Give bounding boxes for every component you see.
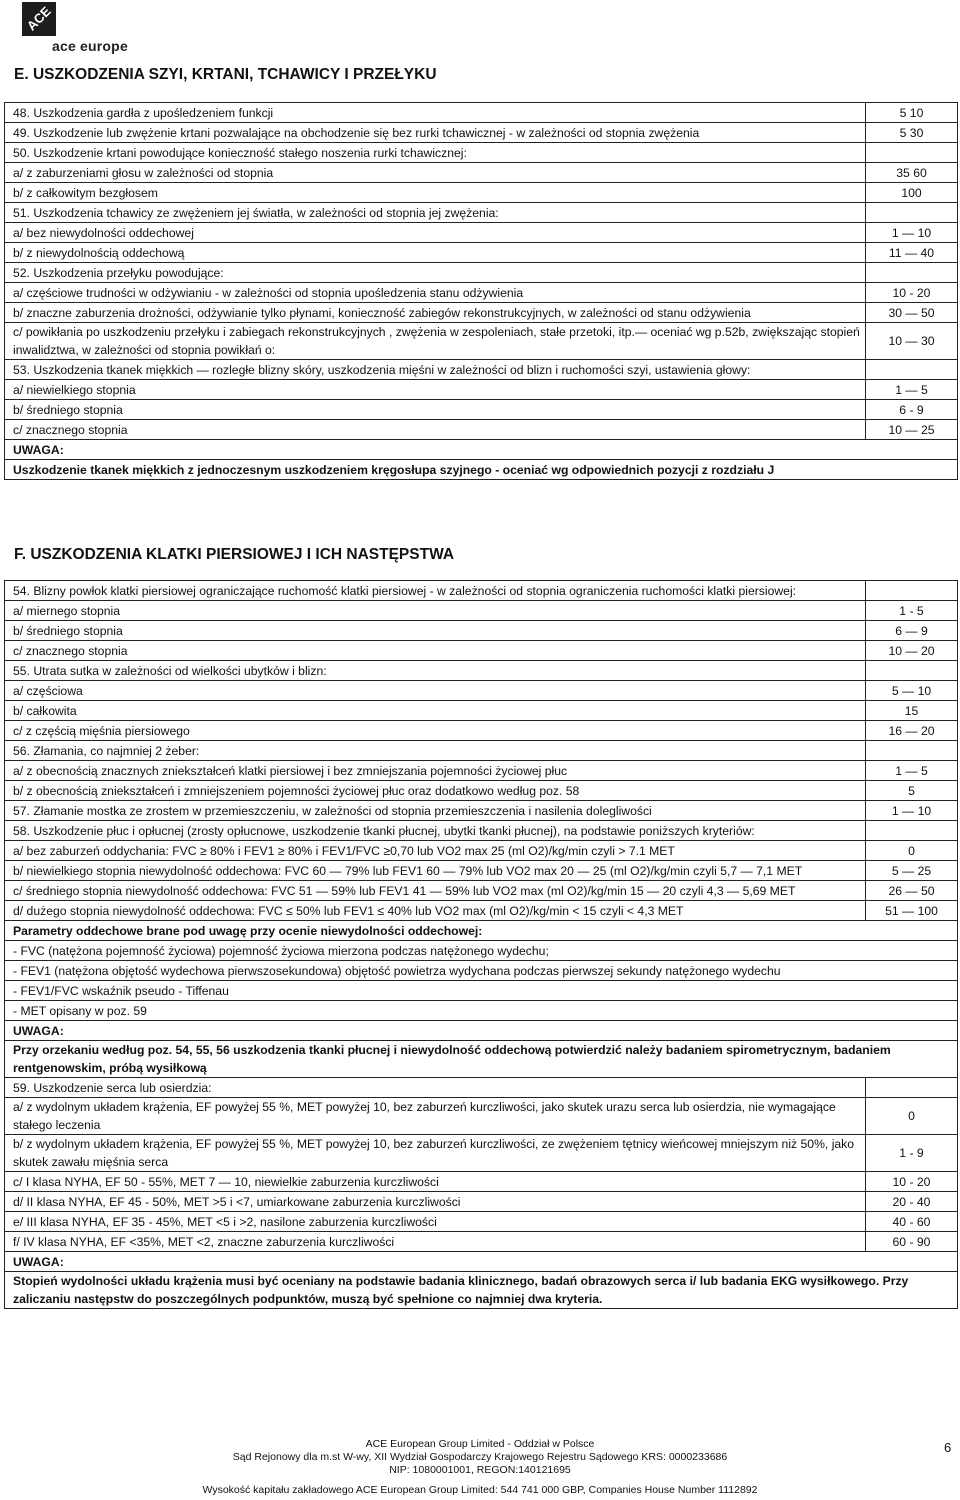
table-row <box>5 1078 958 1098</box>
params-title: Parametry oddechowe brane pod uwagę przy ocenie niewydolności oddechowej: <box>5 921 958 941</box>
row-value: 1 — 10 <box>866 801 958 821</box>
table-row <box>5 400 958 420</box>
table-row <box>5 741 958 761</box>
warning-label: UWAGA: <box>5 1252 958 1272</box>
row-value: 5 30 <box>866 123 958 143</box>
row-text: a/ częściowe trudności w odżywianiu - w zależności od stopnia upośledzenia stanu odżywienia <box>5 283 866 303</box>
table-row <box>5 721 958 741</box>
row-text: d/ II klasa NYHA, EF 45 - 50%, MET >5 i <7, umiarkowane zaburzenia kurczliwości <box>5 1192 866 1212</box>
table-row <box>5 701 958 721</box>
table-row <box>5 1021 958 1041</box>
row-value: 1 - 9 <box>866 1135 958 1172</box>
table-row <box>5 781 958 801</box>
table-row <box>5 1001 958 1021</box>
row-value: 1 — 10 <box>866 223 958 243</box>
warning-text: Uszkodzenie tkanek miękkich z jednoczesnym uszkodzeniem kręgosłupa szyjnego - oceniać wg odpowiednich pozycji z rozdziału J <box>5 460 958 480</box>
row-value: 0 <box>866 841 958 861</box>
table-row <box>5 380 958 400</box>
row-text: b/ z wydolnym układem krążenia, EF powyżej 55 %, MET powyżej 10, bez zaburzeń kurczliwości, ze zwężeniem tętnicy wieńcowej mniejszym niż 50%, jako skutek zawału mięśnia serca <box>5 1135 866 1172</box>
table-row <box>5 961 958 981</box>
row-text: b/ całkowita <box>5 701 866 721</box>
row-text: b/ z niewydolnością oddechową <box>5 243 866 263</box>
row-value: 10 — 20 <box>866 641 958 661</box>
param-item: - FEV1/FVC wskaźnik pseudo - Tiffenau <box>5 981 958 1001</box>
row-text: 48. Uszkodzenia gardła z upośledzeniem funkcji <box>5 103 866 123</box>
table-row <box>5 103 958 123</box>
table-row <box>5 981 958 1001</box>
table-row <box>5 661 958 681</box>
table-row <box>5 821 958 841</box>
warning-text: Przy orzekaniu według poz. 54, 55, 56 uszkodzenia tkanki płucnej i niewydolność oddechową potwierdzić należy badaniem spirometrycznym, badaniem rentgenowskim, próbą wysiłkową <box>5 1041 958 1078</box>
table-row <box>5 941 958 961</box>
table-row <box>5 601 958 621</box>
row-text: a/ miernego stopnia <box>5 601 866 621</box>
table-row <box>5 681 958 701</box>
table-row <box>5 861 958 881</box>
row-value: 10 - 20 <box>866 1172 958 1192</box>
table-row <box>5 841 958 861</box>
table-row <box>5 581 958 601</box>
row-value <box>866 661 958 681</box>
row-value: 5 10 <box>866 103 958 123</box>
table-row <box>5 1098 958 1135</box>
row-value <box>866 741 958 761</box>
row-value: 5 — 25 <box>866 861 958 881</box>
row-value: 6 - 9 <box>866 400 958 420</box>
table-row <box>5 263 958 283</box>
table-row <box>5 420 958 440</box>
table-row <box>5 1135 958 1172</box>
logo-mark: ACE <box>22 2 56 36</box>
table-row <box>5 881 958 901</box>
row-text: f/ IV klasa NYHA, EF <35%, MET <2, znaczne zaburzenia kurczliwości <box>5 1232 866 1252</box>
table-row <box>5 123 958 143</box>
footer-court-registry: Sąd Rejonowy dla m.st W-wy, XII Wydział Gospodarczy Krajowego Rejestru Sądowego KRS: 0000233686 <box>232 1451 728 1463</box>
row-text: 55. Utrata sutka w zależności od wielkości ubytków i blizn: <box>5 661 866 681</box>
table-row <box>5 183 958 203</box>
row-text: 51. Uszkodzenia tchawicy ze zwężeniem jej światła, w zależności od stopnia jej zwężenia: <box>5 203 866 223</box>
row-value: 40 - 60 <box>866 1212 958 1232</box>
row-text: a/ bez zaburzeń oddychania: FVC ≥ 80% i FEV1 ≥ 80% i FEV1/FVC ≥0,70 lub VO2 max 25 (ml O2)/kg/min czyli > 7.1 MET <box>5 841 866 861</box>
row-text: c/ I klasa NYHA, EF 50 - 55%, MET 7 — 10, niewielkie zaburzenia kurczliwości <box>5 1172 866 1192</box>
row-text: d/ dużego stopnia niewydolność oddechowa: FVC ≤ 50% lub FEV1 ≤ 40% lub VO2 max (ml O2)/kg/min < 15 czyli < 4,3 MET <box>5 901 866 921</box>
row-text: a/ niewielkiego stopnia <box>5 380 866 400</box>
row-value: 6 — 9 <box>866 621 958 641</box>
row-value: 30 — 50 <box>866 303 958 323</box>
table-row <box>5 801 958 821</box>
table-row <box>5 641 958 661</box>
table-row <box>5 163 958 183</box>
row-value: 16 — 20 <box>866 721 958 741</box>
row-value: 20 - 40 <box>866 1192 958 1212</box>
table-row <box>5 901 958 921</box>
row-value <box>866 143 958 163</box>
row-value: 10 — 30 <box>866 323 958 360</box>
row-value <box>866 1078 958 1098</box>
row-text: b/ średniego stopnia <box>5 400 866 420</box>
table-row <box>5 1232 958 1252</box>
row-value <box>866 581 958 601</box>
row-text: 49. Uszkodzenie lub zwężenie krtani pozwalające na obchodzenie się bez rurki tchawicznej - w zależności od stopnia zwężenia <box>5 123 866 143</box>
table-row <box>5 303 958 323</box>
table-row <box>5 203 958 223</box>
row-text: c/ powikłania po uszkodzeniu przełyku i zabiegach rekonstrukcyjnych , zwężenia w zespoleniach, stałe przetoki, itp.— oceniać wg p.52b, zwiększając stopień inwalidztwa, w zależności od stopnia powikłań o: <box>5 323 866 360</box>
param-item: - FEV1 (natężona objętość wydechowa pierwszosekundowa) objętość powietrza wydychana podczas pierwszej sekundy natężonego wydechu <box>5 961 958 981</box>
section-e-title: E. USZKODZENIA SZYI, KRTANI, TCHAWICY I PRZEŁYKU <box>14 66 437 83</box>
row-text: a/ z wydolnym układem krążenia, EF powyżej 55 %, MET powyżej 10, bez zaburzeń kurczliwości, jako skutek urazu serca lub osierdzia, nie wymagające stałego leczenia <box>5 1098 866 1135</box>
warning-label: UWAGA: <box>5 1021 958 1041</box>
table-row <box>5 921 958 941</box>
row-value: 51 — 100 <box>866 901 958 921</box>
row-text: 52. Uszkodzenia przełyku powodujące: <box>5 263 866 283</box>
table-row <box>5 761 958 781</box>
row-text: b/ znaczne zaburzenia drożności, odżywianie tylko płynami, konieczność zabiegów rekonstrukcyjnych, w zależności od stanu odżywienia <box>5 303 866 323</box>
table-row <box>5 283 958 303</box>
row-text: a/ z obecnością znacznych zniekształceń klatki piersiowej i bez zmniejszania pojemności życiowej płuc <box>5 761 866 781</box>
row-value: 35 60 <box>866 163 958 183</box>
table-row <box>5 323 958 360</box>
section-f-title: F. USZKODZENIA KLATKI PIERSIOWEJ I ICH NASTĘPSTWA <box>14 546 455 563</box>
row-text: c/ z częścią mięśnia piersiowego <box>5 721 866 741</box>
table-row <box>5 1212 958 1232</box>
row-text: c/ średniego stopnia niewydolność oddechowa: FVC 51 — 59% lub FEV1 41 — 59% lub VO2 max (ml O2)/kg/min 15 — 20 czyli 4,3 — 5,69 MET <box>5 881 866 901</box>
row-value: 0 <box>866 1098 958 1135</box>
row-value: 1 — 5 <box>866 761 958 781</box>
table-row <box>5 1192 958 1212</box>
table-row <box>5 223 958 243</box>
row-value: 100 <box>866 183 958 203</box>
section-f-table <box>4 580 958 1309</box>
table-row <box>5 621 958 641</box>
row-text: 53. Uszkodzenia tkanek miękkich — rozległe blizny skóry, uszkodzenia mięśni w zależności od blizn i ruchomości szyi, ustawienia głowy: <box>5 360 866 380</box>
row-text: c/ znacznego stopnia <box>5 420 866 440</box>
row-value <box>866 263 958 283</box>
row-value: 5 <box>866 781 958 801</box>
row-value <box>866 360 958 380</box>
row-value <box>866 203 958 223</box>
row-text: a/ bez niewydolności oddechowej <box>5 223 866 243</box>
row-text: b/ średniego stopnia <box>5 621 866 641</box>
param-item: - MET opisany w poz. 59 <box>5 1001 958 1021</box>
table-row <box>5 1252 958 1272</box>
table-row <box>5 460 958 480</box>
table-row <box>5 440 958 460</box>
row-value: 11 — 40 <box>866 243 958 263</box>
warning-label: UWAGA: <box>5 440 958 460</box>
row-value: 15 <box>866 701 958 721</box>
table-row <box>5 243 958 263</box>
table-row <box>5 143 958 163</box>
warning-text: Stopień wydolności układu krążenia musi być oceniany na podstawie badania klinicznego, badań obrazowych serca i/ lub badania EKG wysiłkowego. Przy zaliczaniu następstw do poszczególnych podpunktów, muszą być spełnione co najmniej dwa kryteria. <box>5 1272 958 1309</box>
row-value: 26 — 50 <box>866 881 958 901</box>
row-text: b/ z całkowitym bezgłosem <box>5 183 866 203</box>
company-logo <box>22 2 142 54</box>
row-text: b/ z obecnością zniekształceń i zmniejszeniem pojemności życiowej płuc oraz dodatkowo według poz. 58 <box>5 781 866 801</box>
row-value: 1 — 5 <box>866 380 958 400</box>
row-value: 1 - 5 <box>866 601 958 621</box>
row-text: 58. Uszkodzenie płuc i opłucnej (zrosty opłucnowe, uszkodzenie tkanki płucnej, ubytki tkanki płucnej), na podstawie poniższych kryteriów: <box>5 821 866 841</box>
table-row <box>5 1172 958 1192</box>
table-row <box>5 1041 958 1078</box>
row-value: 60 - 90 <box>866 1232 958 1252</box>
row-value <box>866 821 958 841</box>
param-item: - FVC (natężona pojemność życiowa) pojemność życiowa mierzona podczas natężonego wydechu; <box>5 941 958 961</box>
logo-text: ace europe <box>52 38 128 54</box>
page-number: 6 <box>944 1440 952 1455</box>
row-value: 10 - 20 <box>866 283 958 303</box>
footer-capital: Wysokość kapitału zakładowego ACE European Group Limited: 544 741 000 GBP, Companies House Number 1112892 <box>202 1484 758 1496</box>
row-text: a/ częściowa <box>5 681 866 701</box>
footer-tax-ids: NIP: 1080001001, REGON:140121695 <box>389 1464 571 1476</box>
row-text: 57. Złamanie mostka ze zrostem w przemieszczeniu, w zależności od stopnia przemieszczenia i nasilenia dolegliwości <box>5 801 866 821</box>
footer-company-name: ACE European Group Limited - Oddział w Polsce <box>365 1438 595 1450</box>
row-text: 50. Uszkodzenie krtani powodujące konieczność stałego noszenia rurki tchawicznej: <box>5 143 866 163</box>
table-row <box>5 360 958 380</box>
row-value: 10 — 25 <box>866 420 958 440</box>
row-text: b/ niewielkiego stopnia niewydolność oddechowa: FVC 60 — 79% lub FEV1 60 — 79% lub VO2 max 20 — 25 (ml O2)/kg/min czyli 5,7 — 7,1 MET <box>5 861 866 881</box>
row-text: 59. Uszkodzenie serca lub osierdzia: <box>5 1078 866 1098</box>
row-text: 56. Złamania, co najmniej 2 żeber: <box>5 741 866 761</box>
row-text: 54. Blizny powłok klatki piersiowej ograniczające ruchomość klatki piersiowej - w zależności od stopnia ograniczenia ruchomości klatki piersiowej: <box>5 581 866 601</box>
row-text: c/ znacznego stopnia <box>5 641 866 661</box>
row-text: a/ z zaburzeniami głosu w zależności od stopnia <box>5 163 866 183</box>
table-row <box>5 1272 958 1309</box>
row-value: 5 — 10 <box>866 681 958 701</box>
section-e-table <box>4 102 958 480</box>
row-text: e/ III klasa NYHA, EF 35 - 45%, MET <5 i >2, nasilone zaburzenia kurczliwości <box>5 1212 866 1232</box>
